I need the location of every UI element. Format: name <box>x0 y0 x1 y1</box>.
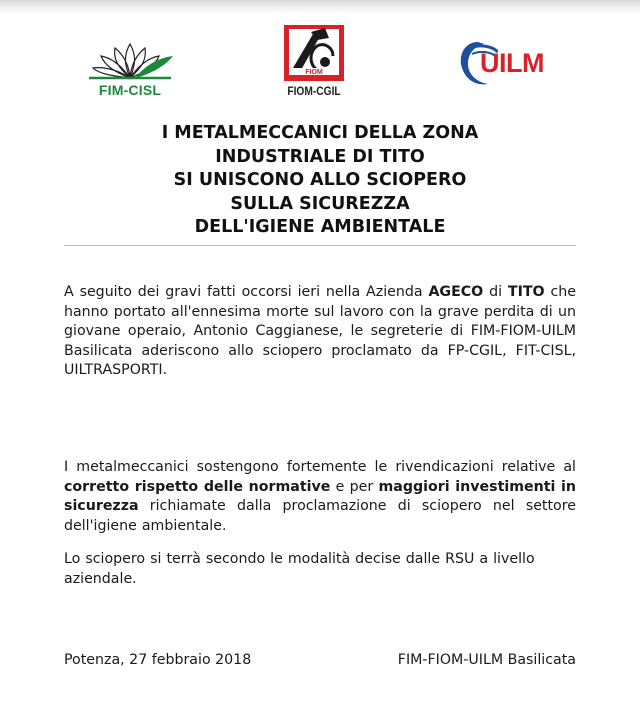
fiom-badge-text: FIOM <box>305 69 323 76</box>
title-line: DELL'IGIENE AMBIENTALE <box>194 217 446 237</box>
p1-text-1: A seguito dei gravi fatti occorsi ieri nella Azienda <box>64 284 429 300</box>
fiom-cgil-logo <box>283 24 345 100</box>
fim-cisl-label: FIM-CISL <box>98 82 162 98</box>
p1-bold-tito: TITO <box>507 284 545 300</box>
p1-text-3: che hanno portato all'ennesima morte sul lavoro con la grave perdita di un giovane operaio, Antonio Caggianese, le segreterie di FIM-FIOM-UILM Basilicata aderiscono allo sciopero proclamato da FP-CGIL, FIT-CISL, UILTRASPORTI. <box>64 284 576 378</box>
title-line: SI UNISCONO ALLO SCIOPERO <box>173 170 467 190</box>
p1-text-2: di <box>483 284 508 300</box>
paragraph-2 <box>64 458 576 536</box>
top-shadow <box>0 0 640 14</box>
uilm-label: UILM <box>480 48 544 78</box>
title-line: SULLA SICUREZZA <box>230 193 410 214</box>
paragraph-3: Lo sciopero si terrà secondo le modalità decise dalle RSU a livello aziendale. <box>64 551 535 587</box>
fiom-cgil-label: FIOM-CGIL <box>287 84 341 98</box>
document-title <box>64 122 576 240</box>
title-line: INDUSTRIALE DI TITO <box>215 146 425 167</box>
p2-text-3: richiamate dalla proclamazione di sciopero nel settore dell'igiene ambientale. <box>64 498 576 534</box>
uilm-logo <box>458 38 550 90</box>
p2-bold-normative: corretto rispetto delle normative <box>64 478 331 495</box>
signature: FIM-FIOM-UILM Basilicata <box>397 652 576 668</box>
fim-cisl-flower-icon <box>85 38 175 82</box>
fiom-cgil-emblem-icon <box>283 24 345 82</box>
p2-bold-investimenti: maggiori investimenti in sicurezza <box>64 478 577 514</box>
place-date: Potenza, 27 febbraio 2018 <box>64 652 252 668</box>
paragraph-1 <box>64 283 576 381</box>
fim-cisl-logo <box>85 38 175 98</box>
title-line: I METALMECCANICI DELLA ZONA <box>161 123 479 143</box>
p2-text-1: I metalmeccanici sostengono fortemente le rivendicazioni relative al <box>64 459 576 475</box>
title-divider <box>64 245 576 246</box>
p2-text-2: e per <box>330 478 379 495</box>
p1-bold-ageco: AGECO <box>428 284 484 300</box>
